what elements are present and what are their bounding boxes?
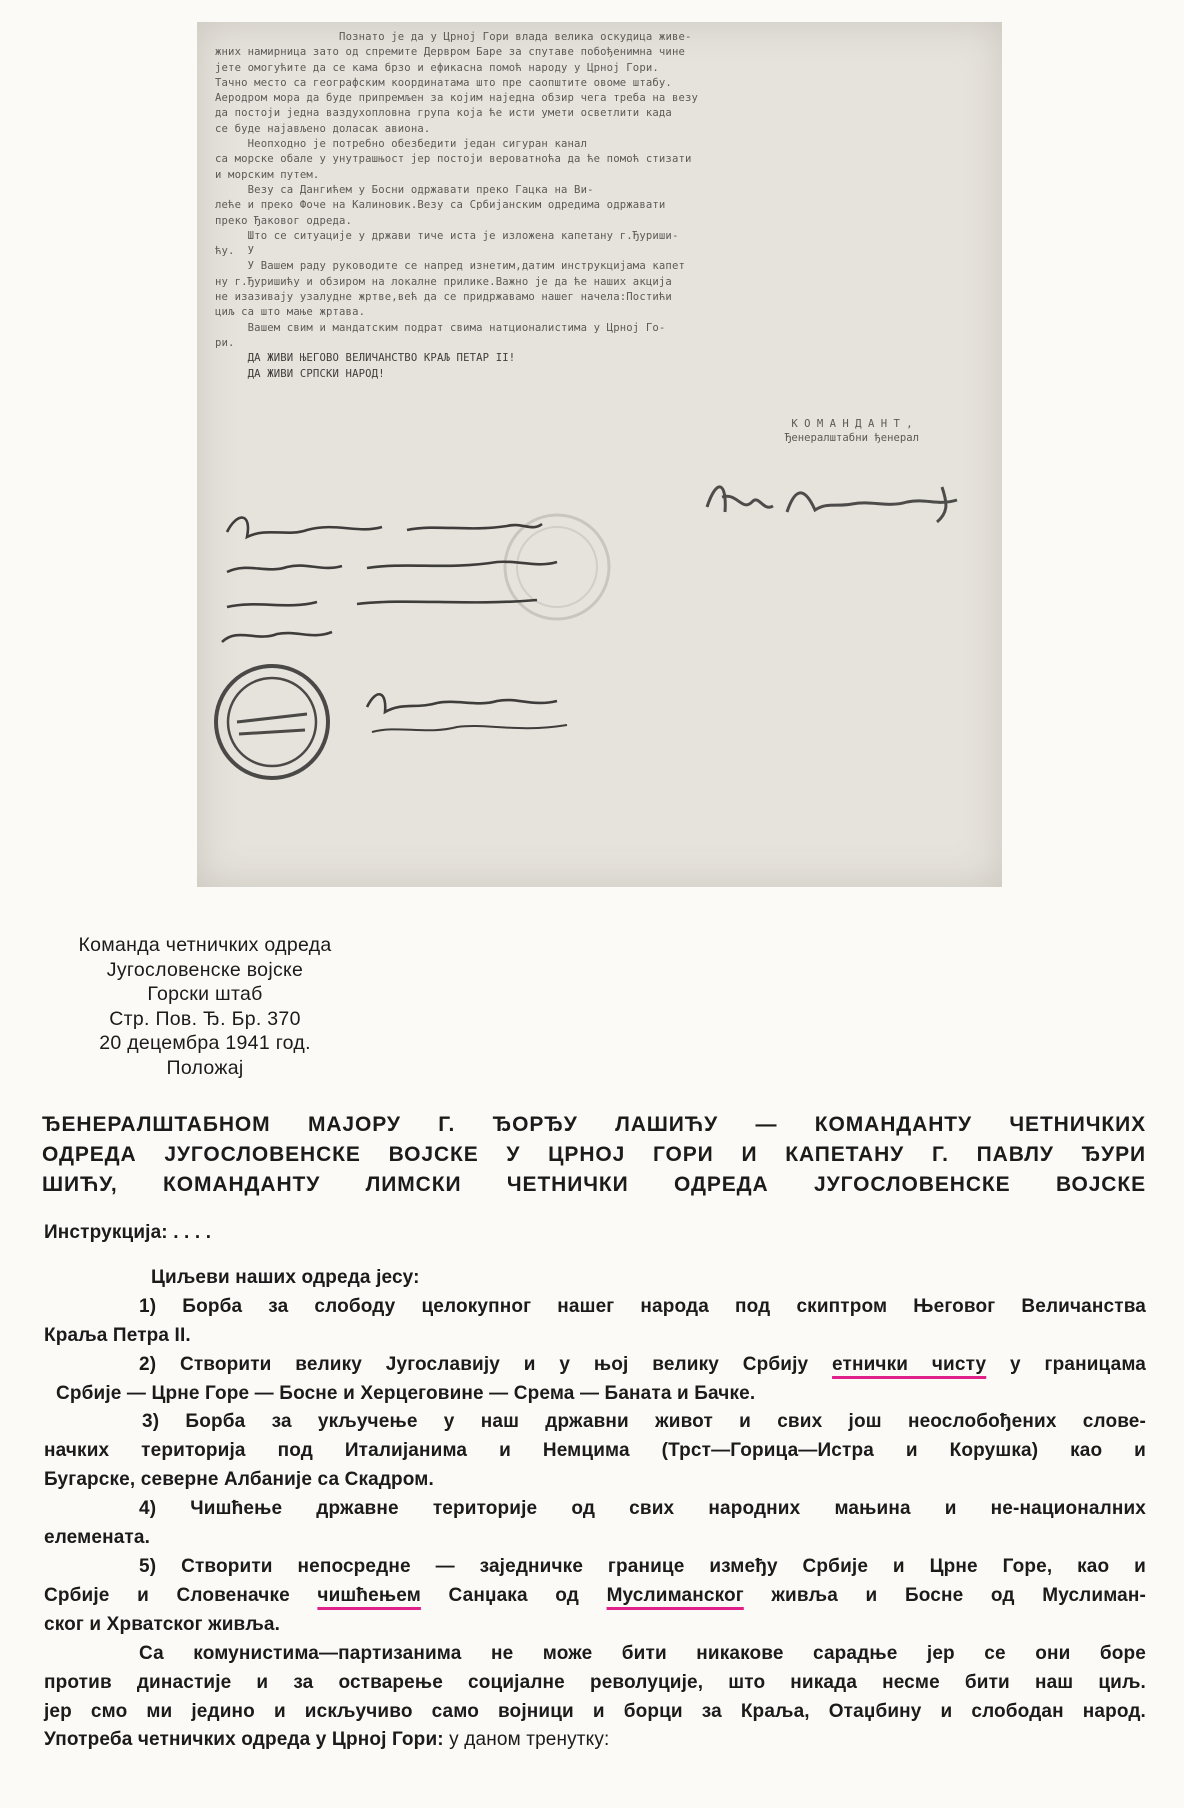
addressee-block	[42, 1110, 1146, 1200]
header-line-5: 20 децембра 1941 год.	[99, 1032, 311, 1054]
typed-line: са морске обале у унутрашњост јер постоји вероватноћа да ће помоћ стизати	[215, 153, 692, 166]
goal-5-line-2	[44, 1582, 1146, 1611]
typed-line: Тачно место са географским координатама што пре саопштите овоме штабу.	[215, 76, 672, 89]
header-line-2: Југословенске војске	[106, 958, 304, 981]
goal-4-line-2: елемената.	[44, 1527, 151, 1549]
typed-line: Аеродром мора да буде припремљен за којим наједна обзир чега треба на везу	[215, 92, 699, 105]
typed-line: ну г.Ђуришићу и обзиром на локалне прилике.Важно је да ће наших акција	[215, 275, 672, 288]
goal-5-line-3: ског и Хрватског живља.	[44, 1613, 281, 1635]
letter-header	[40, 933, 370, 1080]
goal-1-line-1: 1) Борба за слободу целокупног нашег народа под скиптром Његовог Величанства	[139, 1295, 1146, 1317]
goal-3-line-3: Бугарске, северне Албаније са Скадром.	[44, 1469, 434, 1491]
goal-5-text: Србије и Словеначке	[44, 1584, 318, 1606]
highlight-cleansing: чишћењем	[317, 1584, 421, 1606]
typed-line: циљ са што мање жртава.	[215, 306, 366, 319]
address-line-1: ЂЕНЕРАЛШТАБНОМ МАЈОРУ Г. ЂОРЂУ ЛАШИЋУ — КОМАНДАНТУ ЧЕТНИЧКИХ	[42, 1113, 1146, 1136]
letter-body	[44, 1219, 1146, 1755]
typed-line: Познато је да у Црној Гори влада велика оскудица живе-	[215, 31, 692, 43]
typed-line: Везу са Дангићем у Босни одржавати преко Гацка на Ви-	[215, 183, 594, 196]
goal-5-text-mid: Санџака од	[420, 1584, 607, 1606]
typed-line: ћу. У	[215, 245, 255, 258]
usage-text: у даном тренутку:	[443, 1729, 610, 1751]
typed-line: леће и преко Фоче на Калиновик.Везу са Србијанским одредима одржавати	[215, 199, 666, 212]
signature-rank: Ђенералштабни ђенерал	[785, 432, 919, 444]
header-line-1: Команда четничких одреда	[78, 934, 332, 956]
typed-line: преко Ђаковог одреда.	[215, 214, 353, 227]
goal-2-text-end: у границама	[986, 1353, 1146, 1375]
typed-line: Што се ситуације у држави тиче иста је изложена капетану г.Ђуриши-	[215, 229, 679, 242]
address-line-3: ШИЋУ, КОМАНДАНТУ ЛИМСКИ ЧЕТНИЧКИ ОДРЕДА ЈУГОСЛОВЕНСКЕ ВОЈСКЕ	[42, 1173, 1146, 1196]
goal-2-text: 2) Створити велику Југославију и у њој велику Србију	[139, 1353, 833, 1375]
goal-3-line-1: 3) Борба за укључење у наш државни живот и свих још неослобођених слове-	[142, 1411, 1146, 1433]
typed-line: жних намирница зато од спремите Дервром Баре за спутаве побођенимна чине	[215, 46, 686, 59]
typed-line: Неопходно је потребно обезбедити један сигуран канал	[215, 138, 588, 151]
typed-line: ДА ЖИВИ ЊЕГОВО ВЕЛИЧАНСТВО КРАЉ ПЕТАР II!	[215, 352, 516, 365]
header-line-3: Горски штаб	[147, 983, 263, 1005]
goal-5-text-end: живља и Босне од Муслиман-	[743, 1584, 1146, 1606]
usage-line	[44, 1726, 1146, 1755]
handwritten-signature	[697, 472, 987, 532]
instruction-label: Инструкција: . . . .	[44, 1222, 212, 1243]
signature-block	[717, 417, 987, 445]
goal-2-line-2: Србије — Црне Горе — Босне и Херцеговине — Срема — Баната и Бачке.	[56, 1382, 756, 1404]
typed-line: јете омогућите да се кама брзо и ефикасна помоћ народу у Црној Гори.	[215, 61, 659, 74]
goal-2-line-1	[44, 1351, 1146, 1380]
typed-line: ри.	[215, 336, 235, 349]
header-line-4: Стр. Пов. Ђ. Бр. 370	[109, 1007, 301, 1030]
header-line-6: Положај	[166, 1056, 244, 1079]
handwritten-commander	[357, 677, 587, 747]
goal-5-line-1: 5) Створити непосредне — заједничке границе између Србије и Црне Горе, као и	[139, 1555, 1146, 1577]
highlight-ethnically-clean: етнички чисту	[832, 1353, 987, 1375]
partisans-line-3: јер смо ми једино и искључиво само војници и борци за Краља, Отаџбину и слободан народ.	[44, 1700, 1146, 1722]
typed-line: Вашем свим и мандатским подрат свима натционалистима у Црној Го-	[215, 321, 666, 334]
typed-line: У Вашем раду руководите се напред изнетим,датим инструкцијама капет	[215, 260, 686, 273]
highlight-muslim: Муслиманског	[606, 1584, 744, 1606]
address-line-2: ОДРЕДА ЈУГОСЛОВЕНСКЕ ВОЈСКЕ У ЦРНОЈ ГОРИ И КАПЕТАНУ Г. ПАВЛУ ЂУРИ	[42, 1143, 1146, 1166]
partisans-line-1: Са комунистима—партизанима не може бити никакове сарадње јер се они боре	[139, 1642, 1146, 1664]
goal-1-line-2: Краља Петра II.	[44, 1324, 191, 1346]
dark-stamp	[207, 652, 337, 792]
goal-3-line-2: начких територија под Италијанима и Немцима (Трст—Горица—Истра и Корушка) као и	[44, 1440, 1146, 1462]
goal-4-line-1: 4) Чишћење државне територије од свих народних мањина и не-националних	[139, 1498, 1146, 1520]
typed-line: се буде најављено доласак авиона.	[215, 122, 431, 135]
goals-intro: Циљеви наших одреда јесу:	[151, 1266, 420, 1288]
typed-line: ДА ЖИВИ СРПСКИ НАРОД!	[215, 367, 385, 380]
document-photo	[197, 22, 1002, 887]
typed-line: и морским путем.	[215, 168, 320, 181]
typed-line: не изазивају узалудне жртве,већ да се придржавамо нашег начела:Постићи	[215, 291, 672, 304]
handwritten-note	[207, 502, 567, 652]
typed-text	[197, 22, 1002, 382]
usage-label: Употреба четничких одреда у Црној Гори:	[44, 1729, 444, 1751]
signature-title: К О М А Н Д А Н Т ,	[791, 418, 913, 430]
typed-line: да постоји једна ваздухопловна група која ће исти умети осветлити када	[215, 107, 672, 120]
partisans-line-2: против династије и за остварење социјалне револуције, што никада несме бити наш циљ.	[44, 1671, 1146, 1693]
